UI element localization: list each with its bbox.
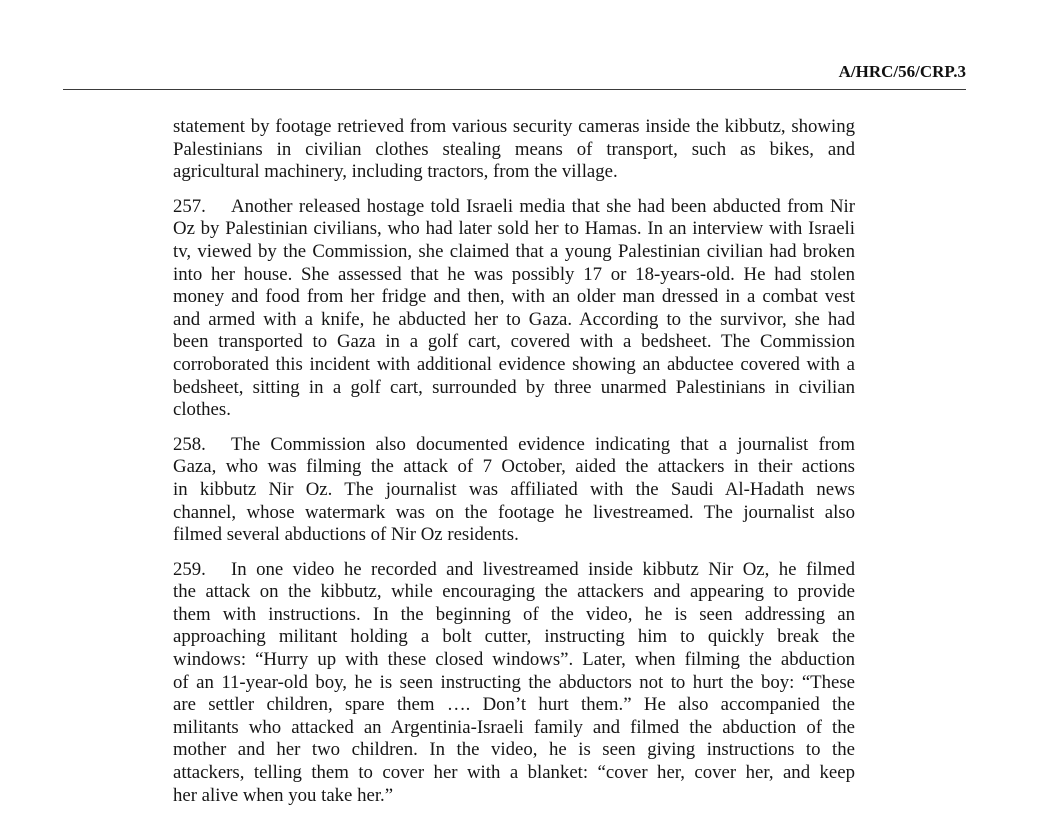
document-body <box>173 116 855 807</box>
text-line: Another released hostage told Israeli media that she had been abducted from Nir <box>231 195 855 217</box>
first-line <box>173 434 855 457</box>
paragraph-number: 258. <box>173 433 206 455</box>
text-line: Gaza, who was filming the attack of 7 October, aided the attackers in their actions <box>173 456 855 478</box>
text-line: bedsheet, sitting in a golf cart, surrounded by three unarmed Palestinians in civilian <box>173 376 855 398</box>
text-line: and armed with a knife, he abducted her to Gaza. According to the survivor, she had <box>173 308 855 330</box>
text-line: windows: “Hurry up with these closed windows”. Later, when filming the abduction <box>173 649 855 671</box>
text-line: into her house. She assessed that he was possibly 17 or 18-years-old. He had stolen <box>173 263 855 285</box>
text-line: them with instructions. In the beginning of the video, he is seen addressing an <box>173 603 855 625</box>
text-line: been transported to Gaza in a golf cart, covered with a bedsheet. The Commission <box>173 331 855 353</box>
text-line: are settler children, spare them …. Don’t hurt them.” He also accompanied the <box>173 694 855 716</box>
text-line: money and food from her fridge and then, with an older man dressed in a combat vest <box>173 286 855 308</box>
paragraph-continuation <box>173 116 855 184</box>
text-line: militants who attacked an Argentinia-Israeli family and filmed the abduction of the <box>173 716 855 738</box>
text-line: tv, viewed by the Commission, she claimed that a young Palestinian civilian had broken <box>173 240 855 262</box>
first-line <box>173 196 855 219</box>
text-line: statement by footage retrieved from various security cameras inside the kibbutz, showing <box>173 116 855 137</box>
text-line: in kibbutz Nir Oz. The journalist was affiliated with the Saudi Al-Hadath news <box>173 478 855 500</box>
text-line: agricultural machinery, including tractors, from the village. <box>173 161 618 183</box>
first-line <box>173 559 855 582</box>
paragraph-259 <box>173 559 855 808</box>
paragraph-258 <box>173 434 855 547</box>
header-rule <box>63 89 966 90</box>
text-line: her alive when you take her.” <box>173 784 394 806</box>
text-line: attackers, telling them to cover her with a blanket: “cover her, cover her, and keep <box>173 762 855 784</box>
paragraph-number: 259. <box>173 558 206 580</box>
text-line: Palestinians in civilian clothes stealing means of transport, such as bikes, and <box>173 138 855 160</box>
text-line: corroborated this incident with additional evidence showing an abductee covered with a <box>173 353 855 375</box>
text-line: mother and her two children. In the video, he is seen giving instructions to the <box>173 739 855 761</box>
text-line: the attack on the kibbutz, while encouraging the attackers and appearing to provide <box>173 581 855 603</box>
text-line: Oz by Palestinian civilians, who had later sold her to Hamas. In an interview with Israeli <box>173 218 855 240</box>
text-line: channel, whose watermark was on the footage he livestreamed. The journalist also <box>173 501 855 523</box>
paragraph-number: 257. <box>173 195 206 217</box>
document-symbol: A/HRC/56/CRP.3 <box>838 62 966 81</box>
text-line: filmed several abductions of Nir Oz residents. <box>173 524 519 546</box>
text-line: The Commission also documented evidence indicating that a journalist from <box>231 433 855 455</box>
text-line: clothes. <box>173 399 231 421</box>
text-line: In one video he recorded and livestreamed inside kibbutz Nir Oz, he filmed <box>231 558 855 580</box>
text-line: of an 11-year-old boy, he is seen instructing the abductors not to hurt the boy: “These <box>173 671 855 693</box>
paragraph-257 <box>173 196 855 422</box>
text-line: approaching militant holding a bolt cutter, instructing him to quickly break the <box>173 626 855 648</box>
